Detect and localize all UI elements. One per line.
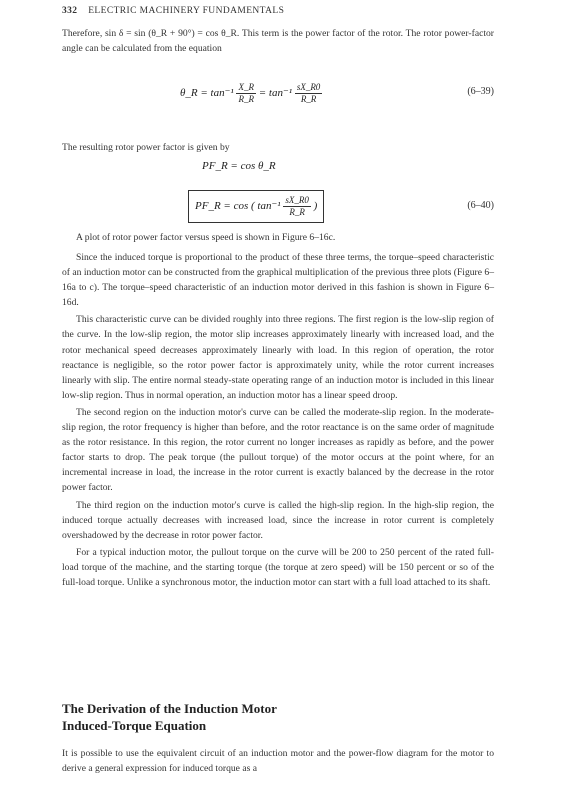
eq3-lhs: PF_R = cos bbox=[195, 200, 249, 213]
intro-paragraph-block bbox=[62, 26, 494, 56]
eq3-bracket-left: ( bbox=[251, 200, 255, 213]
running-title: ELECTRIC MACHINERY FUNDAMENTALS bbox=[88, 6, 285, 16]
eq3-denominator: R_R bbox=[289, 207, 305, 217]
equation-6-39-expression bbox=[180, 82, 322, 105]
plot-sentence-block bbox=[62, 230, 494, 245]
paragraph: Since the induced torque is proportional to the product of these three terms, the torque–speed characteristic of an induction motor can be constructed from the graphical multiplication of the previous three plots (Figure 6–16a to c). The torque–speed characteristic of an induction motor derived in this fashion is shown in Figure 6–16d. bbox=[62, 252, 494, 309]
eq1-fraction-1 bbox=[236, 82, 256, 105]
eq3-bracket-right: ) bbox=[313, 200, 318, 213]
paragraph: For a typical induction motor, the pullout torque on the curve will be 200 to 250 percent of the rated full-load torque of the machine, and the starting torque (the torque at zero speed) will be 150 percent or so of the full-load torque. Unlike a synchronous motor, the induction motor can start with a full load attached to its shaft. bbox=[62, 546, 494, 588]
eq3-inner: tan⁻¹ bbox=[257, 200, 281, 213]
plot-sentence: A plot of rotor power factor versus speed is shown in Figure 6–16c. bbox=[76, 232, 336, 243]
section-heading-line2: Induced-Torque Equation bbox=[62, 718, 207, 733]
equation-number: (6–40) bbox=[467, 200, 494, 211]
eq1-frac2-denominator: R_R bbox=[300, 94, 317, 104]
eq1-frac1-numerator: X_R bbox=[238, 82, 254, 92]
equation-pf-expression: PF_R = cos θ_R bbox=[202, 160, 276, 172]
body-paragraphs bbox=[62, 250, 494, 590]
paragraph: The third region on the induction motor's curve is called the high-slip region. In the high-slip region, the induced torque actually decreases with increased load, since the increase in rotor current is completely overshadowed by the decrease in rotor power factor. bbox=[62, 499, 494, 541]
paragraph: This characteristic curve can be divided roughly into three regions. The first region is the low-slip region of the curve. In the low-slip region, the motor slip increases approximately linearly with increased load, and the rotor mechanical speed decreases approximately linearly with load. In this region of operation, the rotor reactance is negligible, so the rotor power factor is approximately unity, while the rotor current increases linearly with slip. The entire normal steady-state operating range of an induction motor is included in this linear low-slip region. Thus in normal operation, an induction motor has a linear speed droop. bbox=[62, 314, 494, 401]
equation-number: (6–39) bbox=[467, 86, 494, 97]
page-number: 332 bbox=[62, 6, 78, 16]
eq3-numerator: sX_R0 bbox=[285, 195, 309, 205]
equation-6-40 bbox=[62, 190, 494, 226]
section-heading-line1: The Derivation of the Induction Motor bbox=[62, 701, 277, 716]
eq1-lhs: θ_R = tan⁻¹ bbox=[180, 87, 234, 100]
closing-paragraph: It is possible to use the equivalent circuit of an induction motor and the power-flow diagram for the motor to derive a general expression for induced torque as a bbox=[62, 748, 494, 775]
equation-6-39 bbox=[62, 76, 494, 110]
boxed-equation bbox=[188, 190, 324, 223]
eq1-frac1-denominator: R_R bbox=[238, 94, 254, 104]
pf-intro-block bbox=[62, 140, 494, 155]
intro-paragraph: Therefore, sin δ = sin (θ_R + 90°) = cos θ_R. This term is the power factor of the rotor. The rotor power-factor angle can be calculated from the equation bbox=[62, 28, 494, 55]
eq1-fraction-2 bbox=[295, 82, 323, 105]
equation-pf bbox=[62, 156, 494, 178]
eq1-frac2-numerator: sX_R0 bbox=[296, 82, 321, 92]
equation-6-40-expression bbox=[188, 190, 324, 223]
pf-intro-text: The resulting rotor power factor is given by bbox=[62, 142, 230, 153]
paragraph: The second region on the induction motor's curve can be called the moderate-slip region. In the moderate-slip region, the rotor frequency is higher than before, and the rotor reactance is on the same order of magnitude as the rotor resistance. In this region, the rotor current no longer increases as rapidly as before, and the power factor starts to drop. The peak torque (the pullout torque) of the motor occurs at the point where, for an incremental increase in load, the increase in the rotor current is exactly balanced by the decrease in the rotor power factor. bbox=[62, 406, 494, 494]
section-heading bbox=[62, 700, 494, 734]
closing-paragraph-block bbox=[62, 746, 494, 776]
running-header bbox=[62, 6, 522, 16]
eq1-mid: = tan⁻¹ bbox=[258, 87, 293, 100]
eq3-fraction bbox=[283, 195, 311, 218]
